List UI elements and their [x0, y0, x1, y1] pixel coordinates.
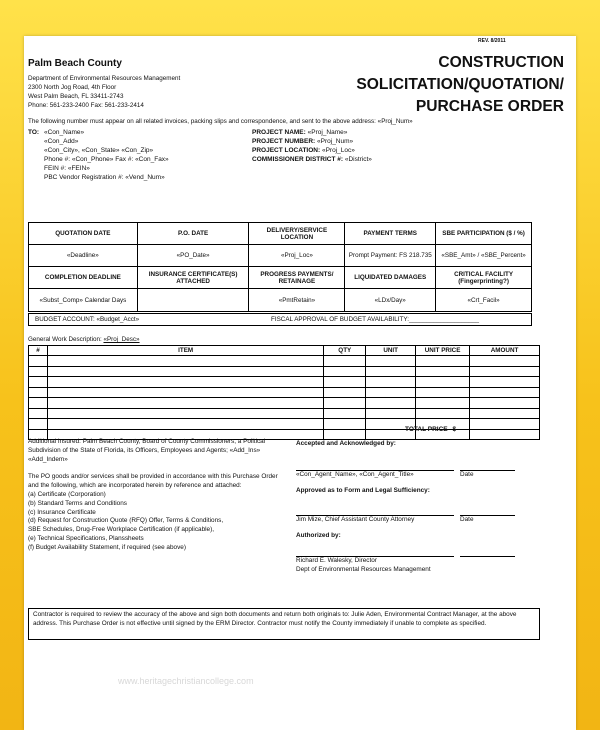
project-location-value: «Proj_Loc»	[321, 146, 355, 154]
unit-price-header: UNIT PRICE	[416, 346, 470, 356]
table-row	[29, 377, 540, 388]
table-row	[29, 387, 540, 398]
table-row	[29, 408, 540, 419]
attachment-item: (c) Insurance Certificate	[28, 508, 96, 516]
payment-terms-value: Prompt Payment: FS 218.735	[345, 245, 436, 267]
director-name: Richard E. Walesky, Director	[296, 556, 377, 564]
delivery-location-value: «Proj_Loc»	[249, 245, 345, 267]
po-incorporation-text: The PO goods and/or services shall be provided in accordance with this Purchase Order and the following, which are incorporated herein by reference and attached:	[28, 473, 278, 490]
progress-payments-header: PROGRESS PAYMENTS/ RETAINAGE	[249, 267, 345, 289]
total-price	[405, 426, 456, 433]
quotation-date-header: QUOTATION DATE	[29, 223, 138, 245]
approved-heading: Approved as to Form and Legal Sufficiency:	[296, 486, 430, 494]
project-number-label: PROJECT NUMBER:	[252, 137, 316, 145]
fiscal-approval: FISCAL APPROVAL OF BUDGET AVAILABILITY:____________________	[271, 316, 480, 323]
vendor-line: FEIN #: «FEIN»	[44, 164, 90, 172]
table-row	[29, 356, 540, 367]
terms-column	[28, 438, 290, 553]
po-date-value: «PO_Date»	[137, 245, 249, 267]
item-header: ITEM	[47, 346, 323, 356]
vendor-line: PBC Vendor Registration #: «Vend_Num»	[44, 173, 165, 181]
director-date-line[interactable]	[460, 556, 515, 557]
authorized-heading: Authorized by:	[296, 532, 341, 540]
table-row	[29, 398, 540, 409]
payment-terms-header: PAYMENT TERMS	[345, 223, 436, 245]
attachment-item: SBE Schedules, Drug-Free Workplace Certification (if applicable),	[28, 526, 214, 534]
contractor-date-label: Date	[460, 470, 474, 478]
title-line: SOLICITATION/QUOTATION/	[356, 76, 564, 93]
project-location-label: PROJECT LOCATION:	[252, 146, 321, 154]
revision-label: REV. 8/2011	[478, 38, 506, 44]
vendor-line: «Con_Name»	[44, 129, 85, 136]
to-label: TO:	[28, 129, 40, 136]
vendor-line: Phone #: «Con_Phone» Fax #: «Con_Fax»	[44, 155, 169, 163]
critical-facility-header: CRITICAL FACILITY (Fingerprinting?)	[436, 267, 532, 289]
gwd-label: General Work Description:	[28, 336, 102, 343]
items-table	[28, 345, 540, 440]
attachment-item: (e) Technical Specifications, Planssheets	[28, 534, 144, 542]
signature-column	[296, 440, 536, 575]
attachment-item: (a) Certificate (Corporation)	[28, 490, 106, 498]
completion-deadline-header: COMPLETION DEADLINE	[29, 267, 138, 289]
additional-insured: Additional Insured: Palm Beach County, Board of County Commissioners, a Political Subdivision of the State of Florida, its Officers, Employees and Agents; «Add_Ins» «Add_Indem»	[28, 438, 266, 463]
table-row	[29, 366, 540, 377]
project-block	[252, 129, 372, 165]
sbe-participation-value: «SBE_Amt» / «SBE_Percent»	[436, 245, 532, 267]
district-value: «District»	[344, 155, 372, 163]
budget-account: BUDGET ACCOUNT: «Budget_Acct»	[35, 316, 140, 323]
delivery-location-header: DELIVERY/SERVICE LOCATION	[249, 223, 345, 245]
district-label: COMMISSIONER DISTRICT #:	[252, 155, 344, 163]
quotation-date-value: «Deadline»	[29, 245, 138, 267]
contractor-agent: «Con_Agent_Name», «Con_Agent_Title»	[296, 470, 414, 478]
title-line: PURCHASE ORDER	[415, 98, 564, 115]
completion-deadline-value: «Subst_Comp» Calendar Days	[29, 289, 138, 312]
attachment-item: (d) Request for Construction Quote (RFQ) Offer, Terms & Conditions,	[28, 517, 224, 525]
document-title	[274, 52, 564, 118]
unit-header: UNIT	[366, 346, 416, 356]
project-number-value: «Proj_Num»	[317, 137, 354, 145]
budget-row	[28, 313, 532, 326]
general-work-description	[28, 336, 140, 343]
gwd-value: «Proj_Desc»	[103, 336, 140, 343]
insurance-header: INSURANCE CERTIFICATE(S) ATTACHED	[137, 267, 249, 289]
address-line: Phone: 561-233-2400 Fax: 561-233-2414	[28, 101, 144, 109]
attachment-item: (b) Standard Terms and Conditions	[28, 499, 127, 507]
item-number-header: #	[29, 346, 48, 356]
vendor-line: «Con_City», «Con_State» «Con_Zip»	[44, 146, 154, 154]
liquidated-damages-value: «LDx/Day»	[345, 289, 436, 312]
attorney-date-label: Date	[460, 516, 474, 524]
address-line: Department of Environmental Resources Management	[28, 75, 181, 82]
total-price-label: TOTAL PRICE	[405, 426, 448, 433]
return-instructions: Contractor is required to review the accuracy of the above and sign both documents and return both originals to: Julie Aden, Environmental Contract Manager, at the above address. This Purchase Order is not effective until signed by the ERM Director. Contractor must notify the County immediately if unable to complete as specified.	[28, 608, 540, 640]
liquidated-damages-header: LIQUIDATED DAMAGES	[345, 267, 436, 289]
organization-address	[28, 75, 180, 111]
title-line: CONSTRUCTION	[438, 54, 564, 71]
critical-facility-value: «Crt_Facil»	[436, 289, 532, 312]
terms-table	[28, 222, 532, 312]
amount-header: AMOUNT	[470, 346, 540, 356]
organization-name: Palm Beach County	[28, 58, 122, 69]
director-department: Dept of Environmental Resources Management	[296, 565, 431, 573]
sbe-participation-header: SBE PARTICIPATION ($ / %)	[436, 223, 532, 245]
po-date-header: P.O. DATE	[137, 223, 249, 245]
insurance-value	[137, 289, 249, 312]
vendor-block	[28, 129, 169, 182]
address-line: West Palm Beach, FL 33411-2743	[28, 92, 124, 100]
attachment-item: (f) Budget Availability Statement, if required (see above)	[28, 543, 186, 551]
total-price-value: $	[452, 426, 457, 433]
qty-header: QTY	[324, 346, 366, 356]
project-name-value: «Proj_Name»	[307, 129, 348, 136]
progress-payments-value: «PmtRetain»	[249, 289, 345, 312]
vendor-line: «Con_Add»	[44, 137, 79, 145]
accepted-heading: Accepted and Acknowledged by:	[296, 440, 396, 447]
reference-note: The following number must appear on all related invoices, packing slips and correspondence, and sent to the above address: «Proj_Num»	[28, 118, 413, 125]
project-name-label: PROJECT NAME:	[252, 129, 306, 136]
table-row	[29, 419, 540, 430]
attorney-name: Jim Mize, Chief Assistant County Attorney	[296, 516, 415, 524]
watermark: www.heritagechristiancollege.com	[118, 676, 254, 686]
address-line: 2300 North Jog Road, 4th Floor	[28, 83, 117, 91]
